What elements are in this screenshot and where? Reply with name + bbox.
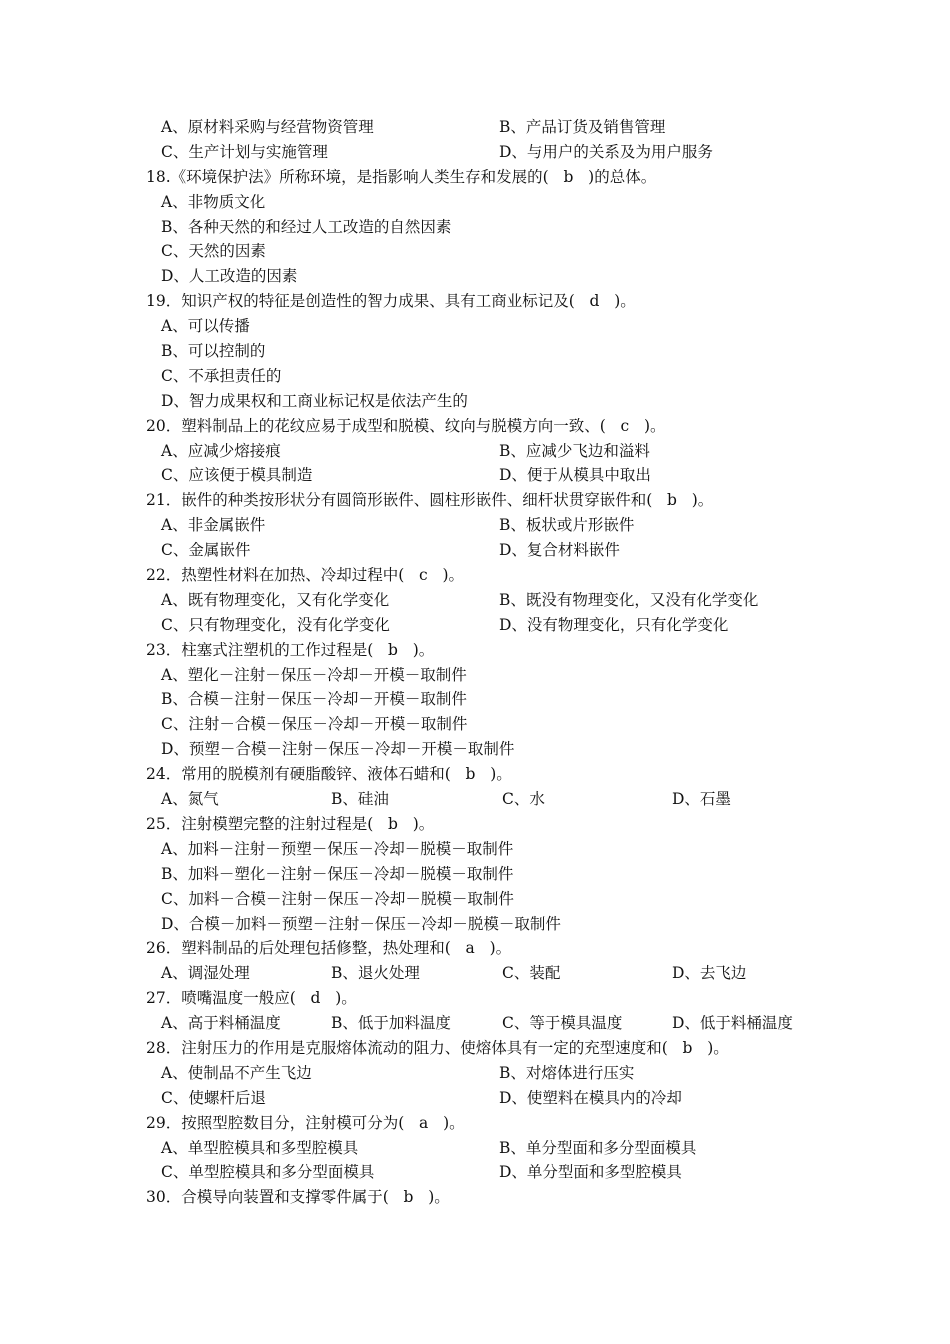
answer-option: A、应减少熔接痕 [161,441,281,460]
answer-option: A、高于料桶温度 [161,1014,281,1033]
answer-option: A、加料－注射－预塑－保压－冷却－脱模－取制件 [161,839,514,858]
answer-option: C、等于模具温度 [502,1014,623,1033]
option-row [146,115,846,140]
option-row [146,1086,846,1111]
answer-option: D、人工改造的因素 [161,267,298,286]
answer-option: D、智力成果权和工商业标记权是依法产生的 [161,391,468,410]
answer-option: A、原材料采购与经营物资管理 [161,118,374,136]
option-row [146,140,846,165]
answer-option: A、调湿处理 [161,964,250,983]
question-stem: 23．柱塞式注塑机的工作过程是( b )。 [146,640,435,659]
answer-option: B、应减少飞边和溢料 [499,441,650,460]
answer-option: B、退火处理 [331,964,420,983]
answer-option: A、非物质文化 [161,192,266,211]
question-stem: 20．塑料制品上的花纹应易于成型和脱模、纹向与脱模方向一致、( c )。 [146,416,666,435]
question-stem: 26．塑料制品的后处理包括修整，热处理和( a )。 [146,939,512,958]
answer-option: B、对熔体进行压实 [499,1063,635,1082]
answer-option: B、产品订货及销售管理 [499,118,666,136]
answer-option: D、单分型面和多型腔模具 [499,1163,682,1182]
option-row [146,439,846,464]
answer-option: D、便于从模具中取出 [499,466,651,485]
answer-option: B、合模－注射－保压－冷却－开模－取制件 [161,690,467,709]
answer-option: D、石墨 [672,790,731,809]
option-row [146,1160,846,1185]
question-stem: 22．热塑性材料在加热、冷却过程中( c )。 [146,566,465,585]
answer-option: A、可以传播 [161,317,250,336]
answer-option: D、复合材料嵌件 [499,541,620,560]
question-stem: 24．常用的脱模剂有硬脂酸锌、液体石蜡和( b )。 [146,765,512,784]
answer-option: A、使制品不产生飞边 [161,1063,312,1082]
answer-option: A、非金属嵌件 [161,516,266,535]
answer-option: C、不承担责任的 [161,366,282,385]
answer-option: D、低于料桶温度 [672,1014,793,1033]
answer-option: B、硅油 [331,790,389,809]
answer-option: C、装配 [502,964,561,983]
answer-option: B、低于加料温度 [331,1014,451,1033]
answer-option: D、去飞边 [672,964,747,983]
answer-option: B、各种天然的和经过人工改造的自然因素 [161,217,452,236]
option-row [146,1011,846,1036]
answer-option: B、既没有物理变化，又没有化学变化 [499,590,759,609]
option-row [146,538,846,563]
option-row [146,588,846,613]
answer-option: A、单型腔模具和多型腔模具 [161,1138,359,1157]
option-row [146,1061,846,1086]
answer-option: D、与用户的关系及为用户服务 [499,142,713,161]
option-row [146,1136,846,1161]
answer-option: C、注射－合模－保压－冷却－开模－取制件 [161,715,468,734]
answer-option: D、合模－加料－预塑－注射－保压－冷却－脱模－取制件 [161,914,561,933]
option-row [146,613,846,638]
answer-option: B、加料－塑化－注射－保压－冷却－脱模－取制件 [161,864,514,883]
answer-option: D、预塑－合模－注射－保压－冷却－开模－取制件 [161,740,515,759]
answer-option: A、氮气 [161,790,219,809]
answer-option: D、没有物理变化，只有化学变化 [499,615,729,634]
question-stem: 30．合模导向装置和支撑零件属于( b )。 [146,1188,450,1207]
answer-option: A、塑化－注射－保压－冷却－开模－取制件 [161,665,467,684]
answer-option: B、单分型面和多分型面模具 [499,1138,697,1157]
answer-option: B、可以控制的 [161,342,266,361]
option-row [146,513,846,538]
question-list [146,115,846,1210]
question-stem: 28．注射压力的作用是克服熔体流动的阻力、使熔体具有一定的充型速度和( b )。 [146,1038,729,1057]
answer-option: C、生产计划与实施管理 [161,142,328,161]
answer-option: C、加料－合模－注射－保压－冷却－脱模－取制件 [161,889,514,908]
answer-option: C、金属嵌件 [161,541,251,560]
question-stem: 18.《环境保护法》所称环境，是指影响人类生存和发展的( b )的总体。 [146,167,657,186]
answer-option: A、既有物理变化，又有化学变化 [161,590,390,609]
answer-option: C、天然的因素 [161,242,266,261]
question-stem: 25．注射模塑完整的注射过程是( b )。 [146,814,435,833]
answer-option: D、使塑料在模具内的冷却 [499,1088,682,1107]
question-stem: 19．知识产权的特征是创造性的智力成果、具有工商业标记及( d )。 [146,292,636,311]
answer-option: C、只有物理变化，没有化学变化 [161,615,390,634]
answer-option: C、水 [502,790,545,809]
answer-option: C、使螺杆后退 [161,1088,266,1107]
question-stem: 21．嵌件的种类按形状分有圆筒形嵌件、圆柱形嵌件、细杆状贯穿嵌件和( b )。 [146,491,714,510]
answer-option: C、单型腔模具和多分型面模具 [161,1163,375,1182]
option-row [146,961,846,986]
answer-option: C、应该便于模具制造 [161,466,313,485]
option-row [146,463,846,488]
question-stem: 29．按照型腔数目分，注射模可分为( a )。 [146,1113,465,1132]
answer-option: B、板状或片形嵌件 [499,516,635,535]
question-stem: 27．喷嘴温度一般应( d )。 [146,989,357,1008]
option-row [146,787,846,812]
